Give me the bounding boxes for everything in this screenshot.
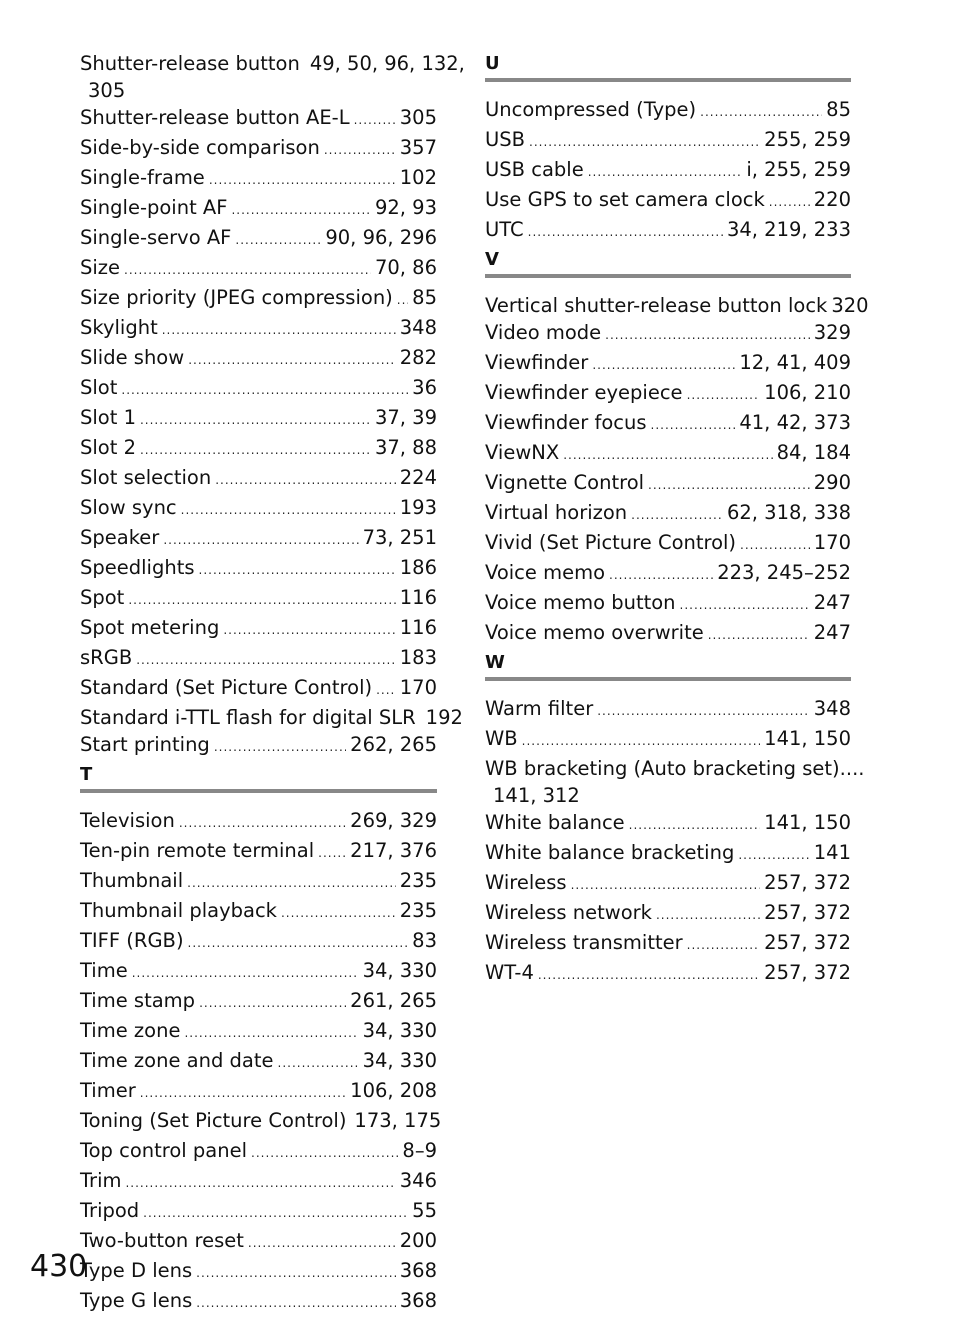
index-entry [80,494,437,524]
entry-pages: 62, 318, 338 [726,501,851,524]
leader-dots [181,497,396,524]
entry-pages: 348 [813,697,851,720]
entry-term: Slide show [80,346,185,369]
leader-dots [740,532,810,559]
index-entry [485,959,851,989]
index-entry [485,589,851,619]
leader-dots [162,317,396,344]
index-entry [80,644,437,674]
entry-term: Timer [80,1079,136,1102]
entry-term: Slot [80,376,118,399]
index-entry [80,284,437,314]
leader-dots [214,734,346,761]
leader-dots [318,840,346,867]
entry-term: White balance bracketing [485,841,735,864]
entry-pages: 235 [399,899,437,922]
entry-pages: 116 [399,616,437,639]
entry-continuation: 305 [88,79,126,102]
entry-pages: 106, 210 [764,381,851,404]
entry-term: Skylight [80,316,158,339]
entry-term: Viewfinder focus [485,411,647,434]
leader-dots [738,842,809,869]
entry-term: sRGB [80,646,133,669]
entry-pages: 224 [399,466,437,489]
entry-term: Uncompressed (Type) [485,98,697,121]
leader-dots [687,932,761,959]
index-entry [485,755,865,782]
entry-term: Voice memo overwrite [485,621,704,644]
leader-dots [278,1050,359,1077]
index-entry [80,434,437,464]
entry-pages: 170 [813,531,851,554]
index-entry [80,254,437,284]
leader-dots [529,129,760,156]
index-entry [80,1287,437,1317]
entry-pages: 37, 39 [374,406,437,429]
entry-term: Vertical shutter-release button lock [485,294,828,317]
entry-term: Virtual horizon [485,501,628,524]
entry-pages: 85 [412,286,437,309]
index-entry [485,469,851,499]
leader-dots [125,1170,395,1197]
entry-term: Wireless transmitter [485,931,683,954]
entry-term: Slot selection [80,466,212,489]
leader-dots [700,99,822,126]
entry-term: Slot 2 [80,436,136,459]
index-entry [80,524,437,554]
leader-dots [215,467,396,494]
entry-term: Time [80,959,128,982]
entry-term: Standard (Set Picture Control) [80,676,373,699]
index-entry [80,897,437,927]
index-entry [485,319,851,349]
leader-dots [121,377,408,404]
entry-term: WT-4 [485,961,534,984]
entry-pages: 217, 376 [350,839,437,862]
entry-term: Single-point AF [80,196,228,219]
leader-dots [528,219,723,246]
index-entry [80,927,437,957]
entry-term: Standard i-TTL flash for digital SLR [80,706,416,729]
index-entry [485,695,851,725]
index-entry [485,126,851,156]
entry-term: Viewfinder [485,351,589,374]
entry-term: ViewNX [485,441,560,464]
entry-term: Trim [80,1169,122,1192]
leader-dots [163,527,358,554]
leader-dots [769,189,810,216]
leader-dots [199,990,346,1017]
entry-term: USB [485,128,526,151]
index-entry [485,529,851,559]
entry-term: WB bracketing (Auto bracketing set).... [485,757,865,780]
entry-pages: 170 [399,676,437,699]
entry-pages: 141 [813,841,851,864]
entry-pages: 257, 372 [764,871,851,894]
entry-term: Slow sync [80,496,177,519]
index-entry [80,194,437,224]
leader-dots [136,647,396,674]
index-entry [80,1167,437,1197]
index-column-left [80,50,465,1317]
entry-pages: 329 [813,321,851,344]
leader-dots [538,962,760,989]
entry-pages: 346 [399,1169,437,1192]
index-entry [80,50,465,77]
entry-pages: 34, 330 [362,959,437,982]
index-entry [485,216,851,246]
entry-pages: 173, 175 [354,1109,442,1132]
entry-pages: i, 255, 259 [746,158,851,181]
index-entry [485,619,851,649]
section-divider [485,78,851,82]
index-column-right [485,50,869,989]
leader-dots [143,1200,408,1227]
leader-dots [656,902,760,929]
entry-pages: 269, 329 [350,809,437,832]
entry-pages: 116 [399,586,437,609]
entry-pages: 90, 96, 296 [325,226,437,249]
entry-term: Slot 1 [80,406,136,429]
section-letter-t: T [80,764,93,785]
entry-term: Warm filter [485,697,594,720]
leader-dots [188,930,409,957]
entry-term: White balance [485,811,625,834]
entry-term: UTC [485,218,524,241]
entry-pages: 257, 372 [764,931,851,954]
leader-dots [631,502,723,529]
entry-pages: 282 [399,346,437,369]
entry-pages: 102 [399,166,437,189]
leader-dots [132,960,359,987]
entry-term: Size [80,256,121,279]
leader-dots [140,437,371,464]
entry-term: Video mode [485,321,602,344]
entry-pages: 83 [412,929,437,952]
index-entry [80,1107,442,1137]
entry-term: Shutter-release button AE-L [80,106,350,129]
entry-pages: 36 [412,376,437,399]
entry-pages: 106, 208 [350,1079,437,1102]
leader-dots [563,442,772,469]
index-entry [485,725,851,755]
entry-term: Tripod [80,1199,140,1222]
entry-term: Ten-pin remote terminal [80,839,315,862]
entry-pages: 70, 86 [374,256,437,279]
index-entry [80,1197,437,1227]
entry-pages: 368 [399,1289,437,1312]
index-entry [80,1077,437,1107]
entry-term: Shutter-release button [80,52,300,75]
entry-pages: 8–9 [402,1139,437,1162]
entry-pages: 41, 42, 373 [739,411,851,434]
index-entry [485,379,851,409]
entry-pages: 141, 150 [764,727,851,750]
index-entry [80,584,437,614]
section-divider [80,789,437,793]
index-entry [80,987,437,1017]
entry-pages: 34, 219, 233 [726,218,851,241]
index-entry [80,224,437,254]
entry-pages: 220 [813,188,851,211]
leader-dots [196,1290,396,1317]
index-entry [80,104,437,134]
entry-term: Speedlights [80,556,195,579]
index-entry [80,837,437,867]
leader-dots [188,347,396,374]
index-entry [485,439,851,469]
entry-pages: 12, 41, 409 [739,351,851,374]
index-entry [80,1047,437,1077]
index-entry [485,809,851,839]
index-entry [80,674,437,704]
leader-dots [235,227,321,254]
entry-pages: 357 [399,136,437,159]
leader-dots [179,810,346,837]
leader-dots [708,622,810,649]
index-entry [80,957,437,987]
section-letter-w: W [485,652,505,673]
entry-term: Use GPS to set camera clock [485,188,765,211]
entry-pages: 34, 330 [362,1019,437,1042]
leader-dots [592,352,735,379]
entry-pages: 247 [813,621,851,644]
entry-term: Wireless [485,871,567,894]
entry-pages: 247 [813,591,851,614]
entry-pages: 368 [399,1259,437,1282]
entry-term: Wireless network [485,901,652,924]
entry-term: Voice memo button [485,591,676,614]
leader-dots [651,412,736,439]
entry-term: Vignette Control [485,471,645,494]
entry-pages: 84, 184 [776,441,851,464]
leader-dots [376,677,396,704]
leader-dots [248,1230,396,1257]
leader-dots [522,728,760,755]
entry-pages: 223, 245–252 [717,561,851,584]
leader-dots [354,107,396,134]
entry-term: Side-by-side comparison [80,136,320,159]
leader-dots [209,167,396,194]
leader-dots [196,1260,396,1287]
entry-term: Single-frame [80,166,205,189]
entry-pages: 235 [399,869,437,892]
index-entry [80,1017,437,1047]
entry-pages: 257, 372 [764,901,851,924]
leader-dots [597,698,810,725]
leader-dots [648,472,810,499]
index-entry [485,869,851,899]
leader-dots [140,407,371,434]
entry-pages: 183 [399,646,437,669]
entry-term: Voice memo [485,561,606,584]
entry-pages: 193 [399,496,437,519]
entry-term: USB cable [485,158,584,181]
index-entry [80,344,437,374]
leader-dots [128,587,395,614]
leader-dots [140,1080,346,1107]
leader-dots [231,197,371,224]
index-entry [485,186,851,216]
index-entry [485,839,851,869]
entry-term: Start printing [80,733,210,756]
index-entry [485,349,851,379]
entry-term: Speaker [80,526,160,549]
section-divider [485,677,851,681]
leader-dots [223,617,395,644]
index-entry [80,464,437,494]
index-entry [485,559,851,589]
entry-pages: 186 [399,556,437,579]
leader-dots [199,557,396,584]
leader-dots [629,812,760,839]
entry-term: Size priority (JPEG compression) [80,286,393,309]
entry-pages: 262, 265 [350,733,437,756]
index-entry [80,1137,437,1167]
entry-term: Thumbnail [80,869,184,892]
section-letter-v: V [485,249,499,270]
entry-pages: 255, 259 [764,128,851,151]
leader-dots [609,562,713,589]
leader-dots [187,870,396,897]
index-entry [485,292,869,319]
entry-pages: 261, 265 [350,989,437,1012]
entry-pages: 37, 88 [374,436,437,459]
index-entry [80,134,437,164]
index-entry [80,374,437,404]
leader-dots [184,1020,358,1047]
entry-pages: 348 [399,316,437,339]
leader-dots [397,287,408,314]
index-entry [80,614,437,644]
index-entry [80,731,437,761]
entry-term: Two-button reset [80,1229,244,1252]
entry-term: Type D lens [80,1259,193,1282]
index-entry [485,929,851,959]
entry-pages: 92, 93 [374,196,437,219]
entry-continuation: 141, 312 [493,784,580,807]
entry-term: Vivid (Set Picture Control) [485,531,737,554]
index-entry [80,164,437,194]
entry-term: Type G lens [80,1289,193,1312]
entry-pages: 49, 50, 96, 132, [309,52,465,75]
index-entry [80,554,437,584]
index-entry [80,1227,437,1257]
index-entry [80,314,437,344]
entry-term: Spot [80,586,125,609]
entry-term: Single-servo AF [80,226,232,249]
entry-term: Time zone and date [80,1049,274,1072]
leader-dots [680,592,810,619]
leader-dots [324,137,396,164]
entry-term: Top control panel [80,1139,247,1162]
index-entry [485,499,851,529]
section-letter-u: U [485,53,500,74]
leader-dots [571,872,761,899]
index-entry [80,867,437,897]
entry-pages: 320 [831,294,869,317]
entry-term: Viewfinder eyepiece [485,381,683,404]
entry-term: Spot metering [80,616,220,639]
index-entry [80,404,437,434]
leader-dots [588,159,743,186]
leader-dots [687,382,761,409]
entry-term: TIFF (RGB) [80,929,184,952]
leader-dots [281,900,396,927]
entry-pages: 141, 150 [764,811,851,834]
entry-term: Thumbnail playback [80,899,277,922]
entry-pages: 85 [826,98,851,121]
entry-term: Time stamp [80,989,196,1012]
index-entry [485,899,851,929]
entry-pages: 192 [425,706,463,729]
section-divider [485,274,851,278]
leader-dots [251,1140,398,1167]
entry-term: Time zone [80,1019,181,1042]
index-entry [485,156,851,186]
index-entry [485,409,851,439]
entry-term: WB [485,727,518,750]
entry-pages: 34, 330 [362,1049,437,1072]
index-entry [80,807,437,837]
index-entry [80,704,463,731]
index-entry [80,1257,437,1287]
entry-pages: 290 [813,471,851,494]
leader-dots [605,322,810,349]
leader-dots [124,257,371,284]
entry-pages: 257, 372 [764,961,851,984]
entry-pages: 305 [399,106,437,129]
entry-pages: 73, 251 [362,526,437,549]
page-number: 430 [30,1249,88,1284]
entry-term: Television [80,809,175,832]
entry-term: Toning (Set Picture Control) [80,1109,347,1132]
entry-pages: 55 [412,1199,437,1222]
entry-pages: 200 [399,1229,437,1252]
index-entry [485,96,851,126]
